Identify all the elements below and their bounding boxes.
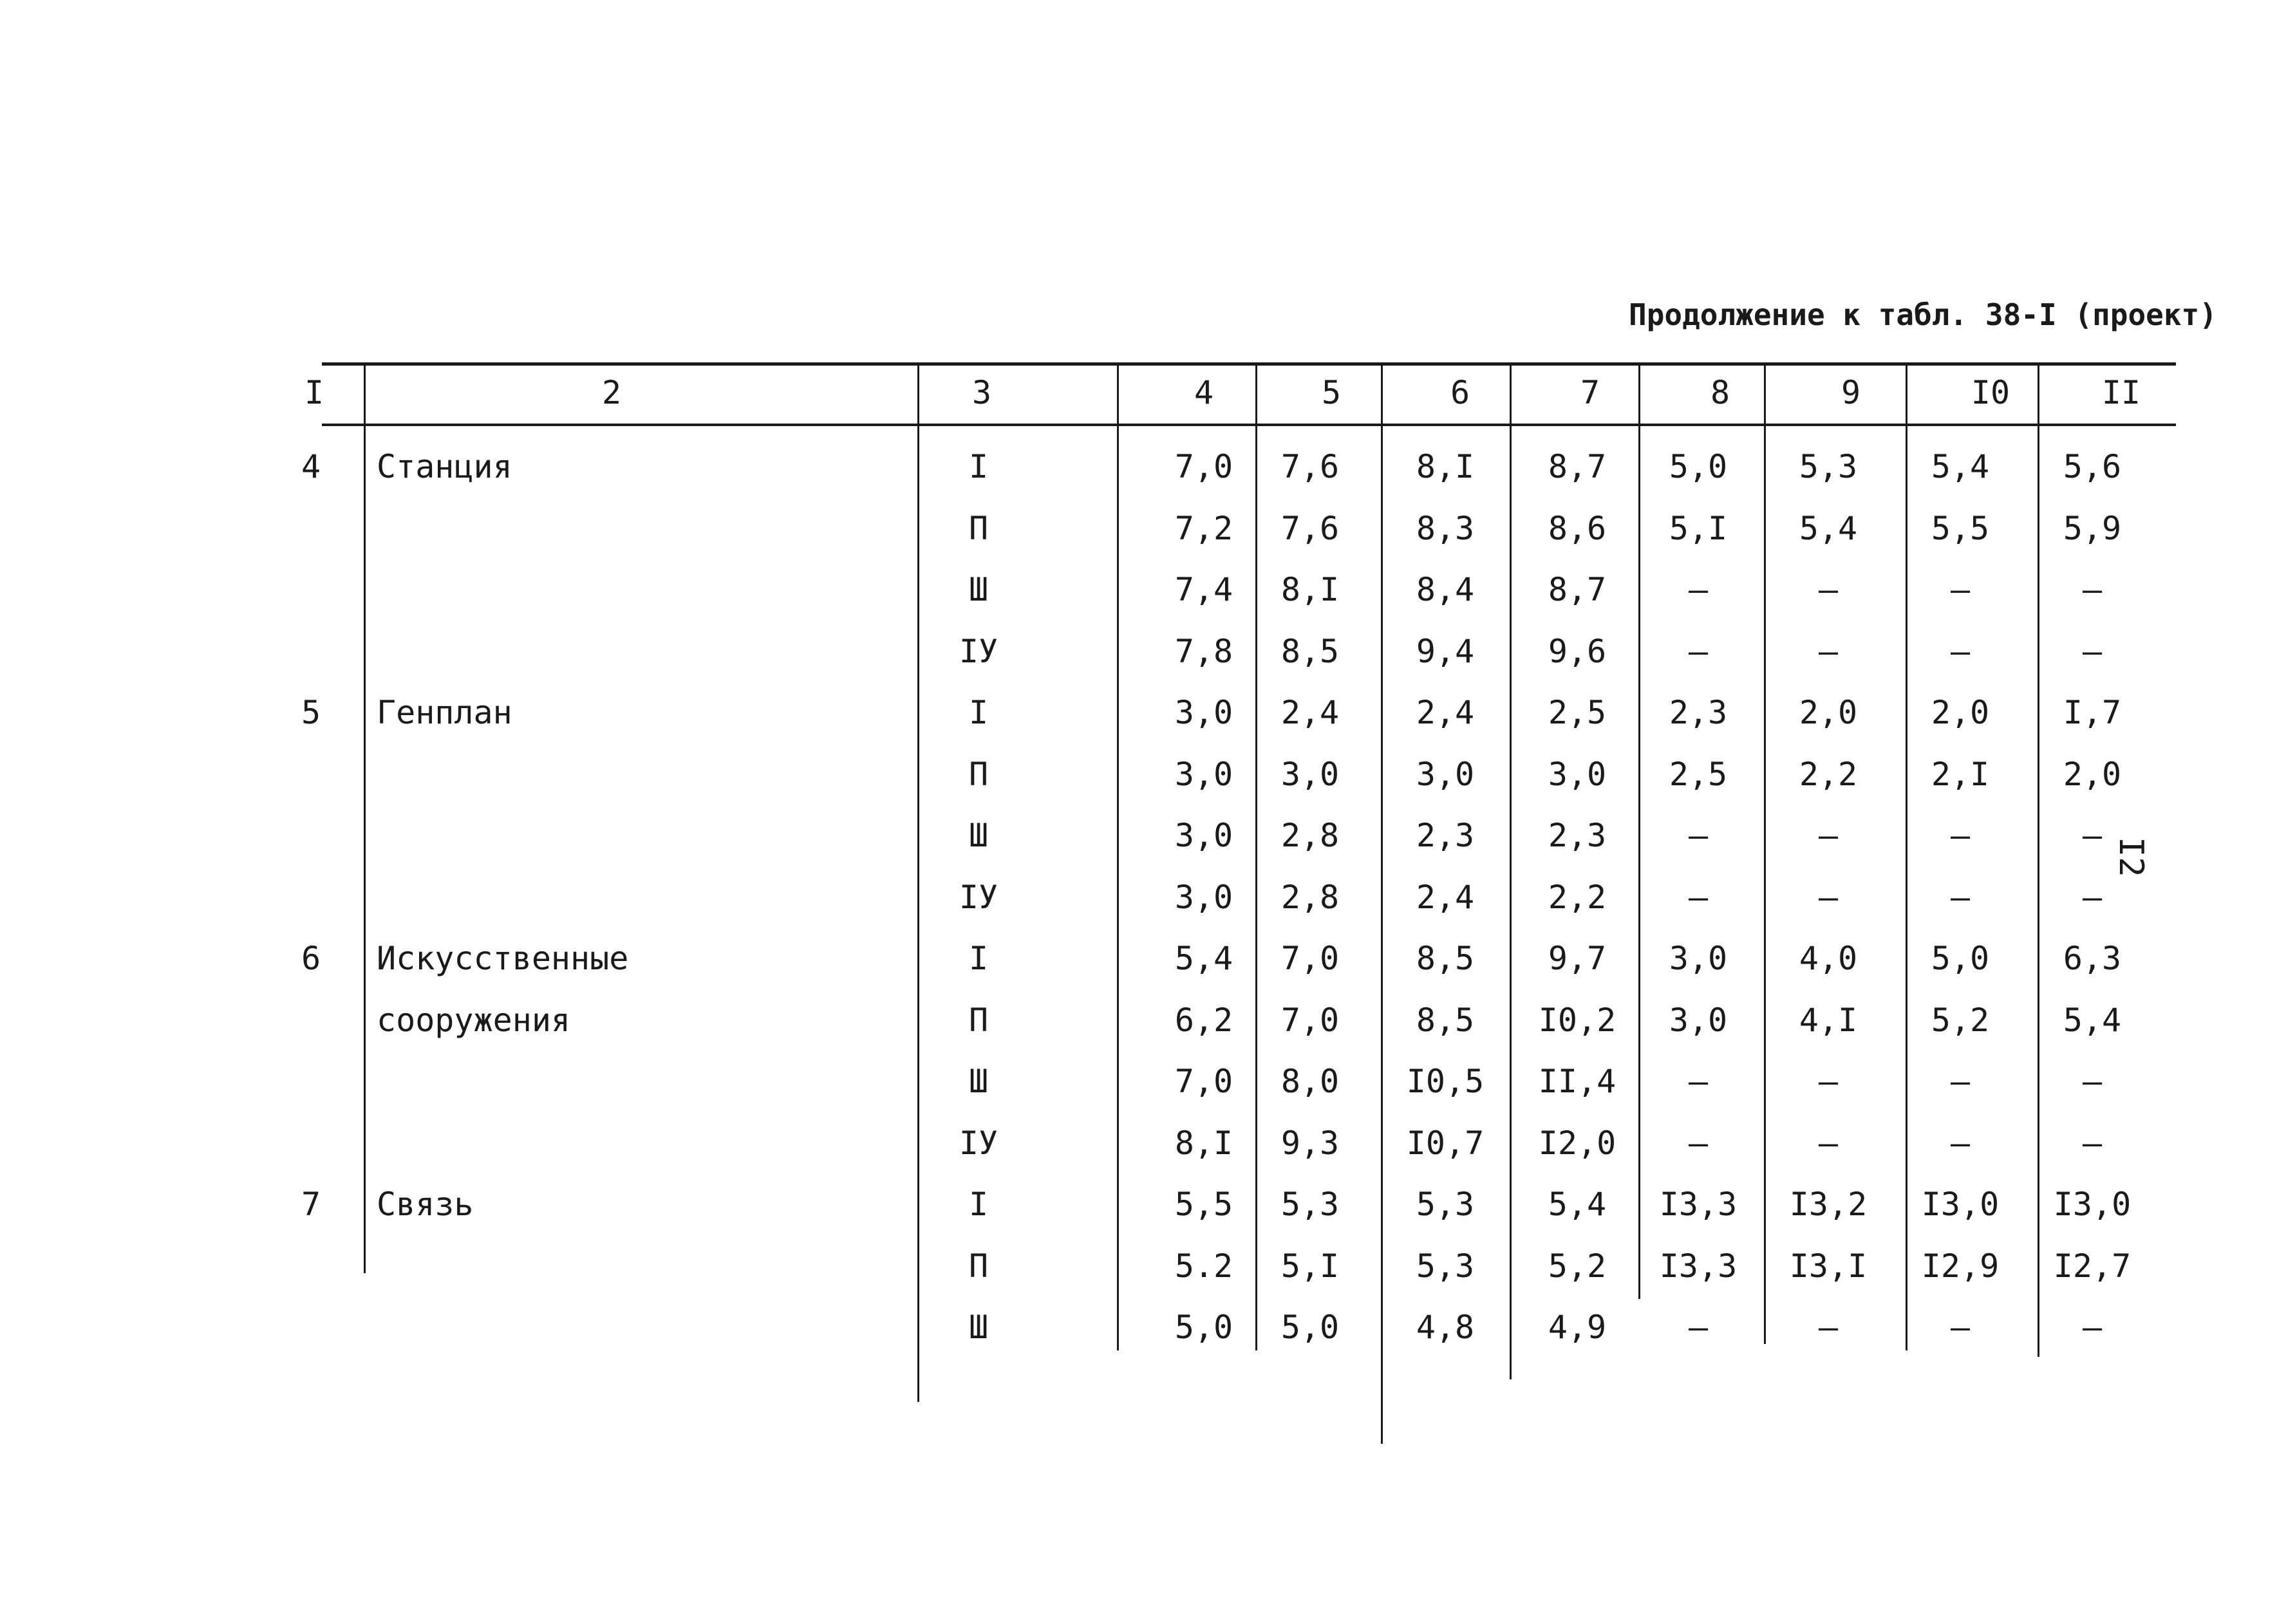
value-cell: –: [1688, 817, 1709, 854]
value-cell: 5,3: [1799, 448, 1858, 485]
row-number: 5: [301, 694, 321, 731]
value-cell: I3,3: [1659, 1186, 1738, 1223]
column-divider: [364, 366, 366, 1273]
column-divider: [1638, 366, 1640, 1299]
value-cell: –: [2082, 1309, 2103, 1346]
value-cell: 8,4: [1416, 571, 1475, 608]
column-header: 3: [971, 374, 992, 411]
value-cell: –: [1950, 1124, 1971, 1162]
column-divider: [1255, 366, 1257, 1350]
value-cell: –: [1950, 571, 1971, 608]
value-cell: 5,4: [2063, 1001, 2122, 1039]
value-cell: 4,0: [1799, 940, 1858, 977]
value-cell: 5,4: [1931, 448, 1990, 485]
value-cell: 2,8: [1280, 817, 1340, 854]
value-cell: 7,0: [1280, 940, 1340, 977]
value-cell: 7,0: [1174, 448, 1233, 485]
category-cell: IУ: [959, 878, 998, 916]
value-cell: –: [1950, 632, 1971, 670]
value-cell: –: [1818, 817, 1839, 854]
value-cell: 5,5: [1931, 509, 1990, 547]
value-cell: 8,I: [1280, 571, 1340, 608]
value-cell: 5,3: [1416, 1186, 1475, 1223]
value-cell: 5,5: [1174, 1186, 1233, 1223]
value-cell: 7,4: [1174, 571, 1233, 608]
value-cell: I3,2: [1789, 1186, 1868, 1223]
value-cell: 5,4: [1799, 509, 1858, 547]
value-cell: 8,0: [1280, 1063, 1340, 1100]
column-divider: [1906, 366, 1907, 1350]
value-cell: 8,5: [1416, 940, 1475, 977]
value-cell: I2,9: [1921, 1247, 2000, 1285]
value-cell: –: [1688, 1063, 1709, 1100]
value-cell: –: [1688, 571, 1709, 608]
value-cell: I0,5: [1406, 1063, 1485, 1100]
row-number: 4: [301, 448, 321, 485]
value-cell: I3,3: [1659, 1247, 1738, 1285]
value-cell: 7,6: [1280, 509, 1340, 547]
value-cell: –: [1950, 878, 1971, 916]
value-cell: 5,I: [1669, 509, 1728, 547]
column-header: 7: [1580, 374, 1600, 411]
value-cell: 3,0: [1174, 694, 1233, 731]
value-cell: 6,3: [2063, 940, 2122, 977]
value-cell: –: [2082, 632, 2103, 670]
value-cell: 2,2: [1799, 755, 1858, 793]
value-cell: 8,I: [1416, 448, 1475, 485]
item-name: Станция: [377, 448, 512, 485]
value-cell: 8,3: [1416, 509, 1475, 547]
category-cell: П: [968, 509, 989, 547]
value-cell: –: [2082, 571, 2103, 608]
value-cell: 4,9: [1548, 1309, 1607, 1346]
value-cell: –: [1818, 632, 1839, 670]
value-cell: 3,0: [1280, 755, 1340, 793]
table-top-rule: [322, 362, 2176, 366]
category-cell: I: [968, 940, 989, 977]
value-cell: –: [1950, 1063, 1971, 1100]
value-cell: I2,0: [1538, 1124, 1616, 1162]
value-cell: –: [1688, 878, 1709, 916]
value-cell: 5,3: [1280, 1186, 1340, 1223]
value-cell: 2,2: [1548, 878, 1607, 916]
value-cell: 2,0: [2063, 755, 2122, 793]
value-cell: –: [1950, 817, 1971, 854]
value-cell: –: [1818, 1124, 1839, 1162]
column-header: I0: [1971, 374, 2010, 411]
value-cell: 5,9: [2063, 509, 2122, 547]
column-header: 9: [1841, 374, 1861, 411]
value-cell: II,4: [1538, 1063, 1616, 1100]
column-divider: [1764, 366, 1766, 1344]
value-cell: 8,7: [1548, 571, 1607, 608]
value-cell: I3,0: [2053, 1186, 2132, 1223]
value-cell: 8,5: [1280, 632, 1340, 670]
value-cell: I0,7: [1406, 1124, 1485, 1162]
value-cell: –: [2082, 1063, 2103, 1100]
item-name: Искусственные: [377, 940, 629, 977]
category-cell: I: [968, 1186, 989, 1223]
value-cell: 5,3: [1416, 1247, 1475, 1285]
value-cell: 9,7: [1548, 940, 1607, 977]
value-cell: 2,0: [1799, 694, 1858, 731]
column-header: 4: [1194, 374, 1214, 411]
value-cell: 6,2: [1174, 1001, 1233, 1039]
category-cell: Ш: [968, 817, 989, 854]
value-cell: –: [2082, 878, 2103, 916]
value-cell: 3,0: [1174, 878, 1233, 916]
item-name: сооружения: [377, 1001, 571, 1039]
table-caption: Продолжение к табл. 38-I (проект): [1629, 297, 2217, 332]
value-cell: 5.2: [1174, 1247, 1233, 1285]
value-cell: I2,7: [2053, 1247, 2132, 1285]
value-cell: 3,0: [1669, 1001, 1728, 1039]
value-cell: 5,2: [1548, 1247, 1607, 1285]
value-cell: 7,8: [1174, 632, 1233, 670]
value-cell: 3,0: [1174, 755, 1233, 793]
value-cell: 7,0: [1280, 1001, 1340, 1039]
value-cell: 2,I: [1931, 755, 1990, 793]
value-cell: –: [1818, 1309, 1839, 1346]
category-cell: I: [968, 694, 989, 731]
column-divider: [2038, 366, 2039, 1357]
value-cell: 2,4: [1416, 878, 1475, 916]
value-cell: 5,4: [1174, 940, 1233, 977]
value-cell: I3,0: [1921, 1186, 2000, 1223]
value-cell: –: [2082, 817, 2103, 854]
value-cell: 5,0: [1174, 1309, 1233, 1346]
category-cell: I: [968, 448, 989, 485]
value-cell: 5,2: [1931, 1001, 1990, 1039]
value-cell: 2,8: [1280, 878, 1340, 916]
value-cell: –: [1818, 878, 1839, 916]
value-cell: 2,3: [1548, 817, 1607, 854]
category-cell: Ш: [968, 1063, 989, 1100]
row-number: 7: [301, 1186, 321, 1223]
value-cell: 2,3: [1416, 817, 1475, 854]
value-cell: 3,0: [1548, 755, 1607, 793]
value-cell: 9,3: [1280, 1124, 1340, 1162]
value-cell: 7,2: [1174, 509, 1233, 547]
value-cell: –: [2082, 1124, 2103, 1162]
value-cell: 5,0: [1931, 940, 1990, 977]
column-divider: [1381, 366, 1383, 1444]
column-header: 8: [1710, 374, 1730, 411]
value-cell: 8,6: [1548, 509, 1607, 547]
value-cell: I0,2: [1538, 1001, 1616, 1039]
column-header: 5: [1321, 374, 1342, 411]
category-cell: Ш: [968, 1309, 989, 1346]
column-header: 2: [601, 374, 622, 411]
category-cell: П: [968, 1247, 989, 1285]
value-cell: 8,I: [1174, 1124, 1233, 1162]
category-cell: П: [968, 1001, 989, 1039]
value-cell: 3,0: [1416, 755, 1475, 793]
value-cell: 4,8: [1416, 1309, 1475, 1346]
row-number: 6: [301, 940, 321, 977]
column-header: I: [304, 374, 324, 411]
value-cell: 7,0: [1174, 1063, 1233, 1100]
value-cell: 3,0: [1669, 940, 1728, 977]
page-number: I2: [2112, 837, 2150, 877]
category-cell: IУ: [959, 1124, 998, 1162]
header-bottom-rule: [322, 424, 2176, 426]
category-cell: П: [968, 755, 989, 793]
item-name: Генплан: [377, 694, 512, 731]
value-cell: 8,7: [1548, 448, 1607, 485]
category-cell: Ш: [968, 571, 989, 608]
value-cell: 8,5: [1416, 1001, 1475, 1039]
value-cell: 7,6: [1280, 448, 1340, 485]
column-header: 6: [1450, 374, 1470, 411]
value-cell: I,7: [2063, 694, 2122, 731]
value-cell: –: [1818, 571, 1839, 608]
value-cell: –: [1688, 1124, 1709, 1162]
value-cell: 9,4: [1416, 632, 1475, 670]
value-cell: 4,I: [1799, 1001, 1858, 1039]
value-cell: 2,5: [1669, 755, 1728, 793]
value-cell: 3,0: [1174, 817, 1233, 854]
column-header: II: [2101, 374, 2141, 411]
value-cell: 2,4: [1416, 694, 1475, 731]
value-cell: 2,3: [1669, 694, 1728, 731]
value-cell: 2,4: [1280, 694, 1340, 731]
value-cell: –: [1818, 1063, 1839, 1100]
value-cell: 5,0: [1669, 448, 1728, 485]
item-name: Связь: [377, 1186, 474, 1223]
value-cell: 5,4: [1548, 1186, 1607, 1223]
column-divider: [1510, 366, 1512, 1379]
column-divider: [917, 366, 919, 1402]
value-cell: –: [1688, 632, 1709, 670]
value-cell: I3,I: [1789, 1247, 1868, 1285]
value-cell: 9,6: [1548, 632, 1607, 670]
category-cell: IУ: [959, 632, 998, 670]
value-cell: 5,6: [2063, 448, 2122, 485]
column-divider: [1117, 366, 1119, 1350]
value-cell: 5,0: [1280, 1309, 1340, 1346]
value-cell: 5,I: [1280, 1247, 1340, 1285]
value-cell: –: [1950, 1309, 1971, 1346]
value-cell: 2,5: [1548, 694, 1607, 731]
value-cell: 2,0: [1931, 694, 1990, 731]
value-cell: –: [1688, 1309, 1709, 1346]
